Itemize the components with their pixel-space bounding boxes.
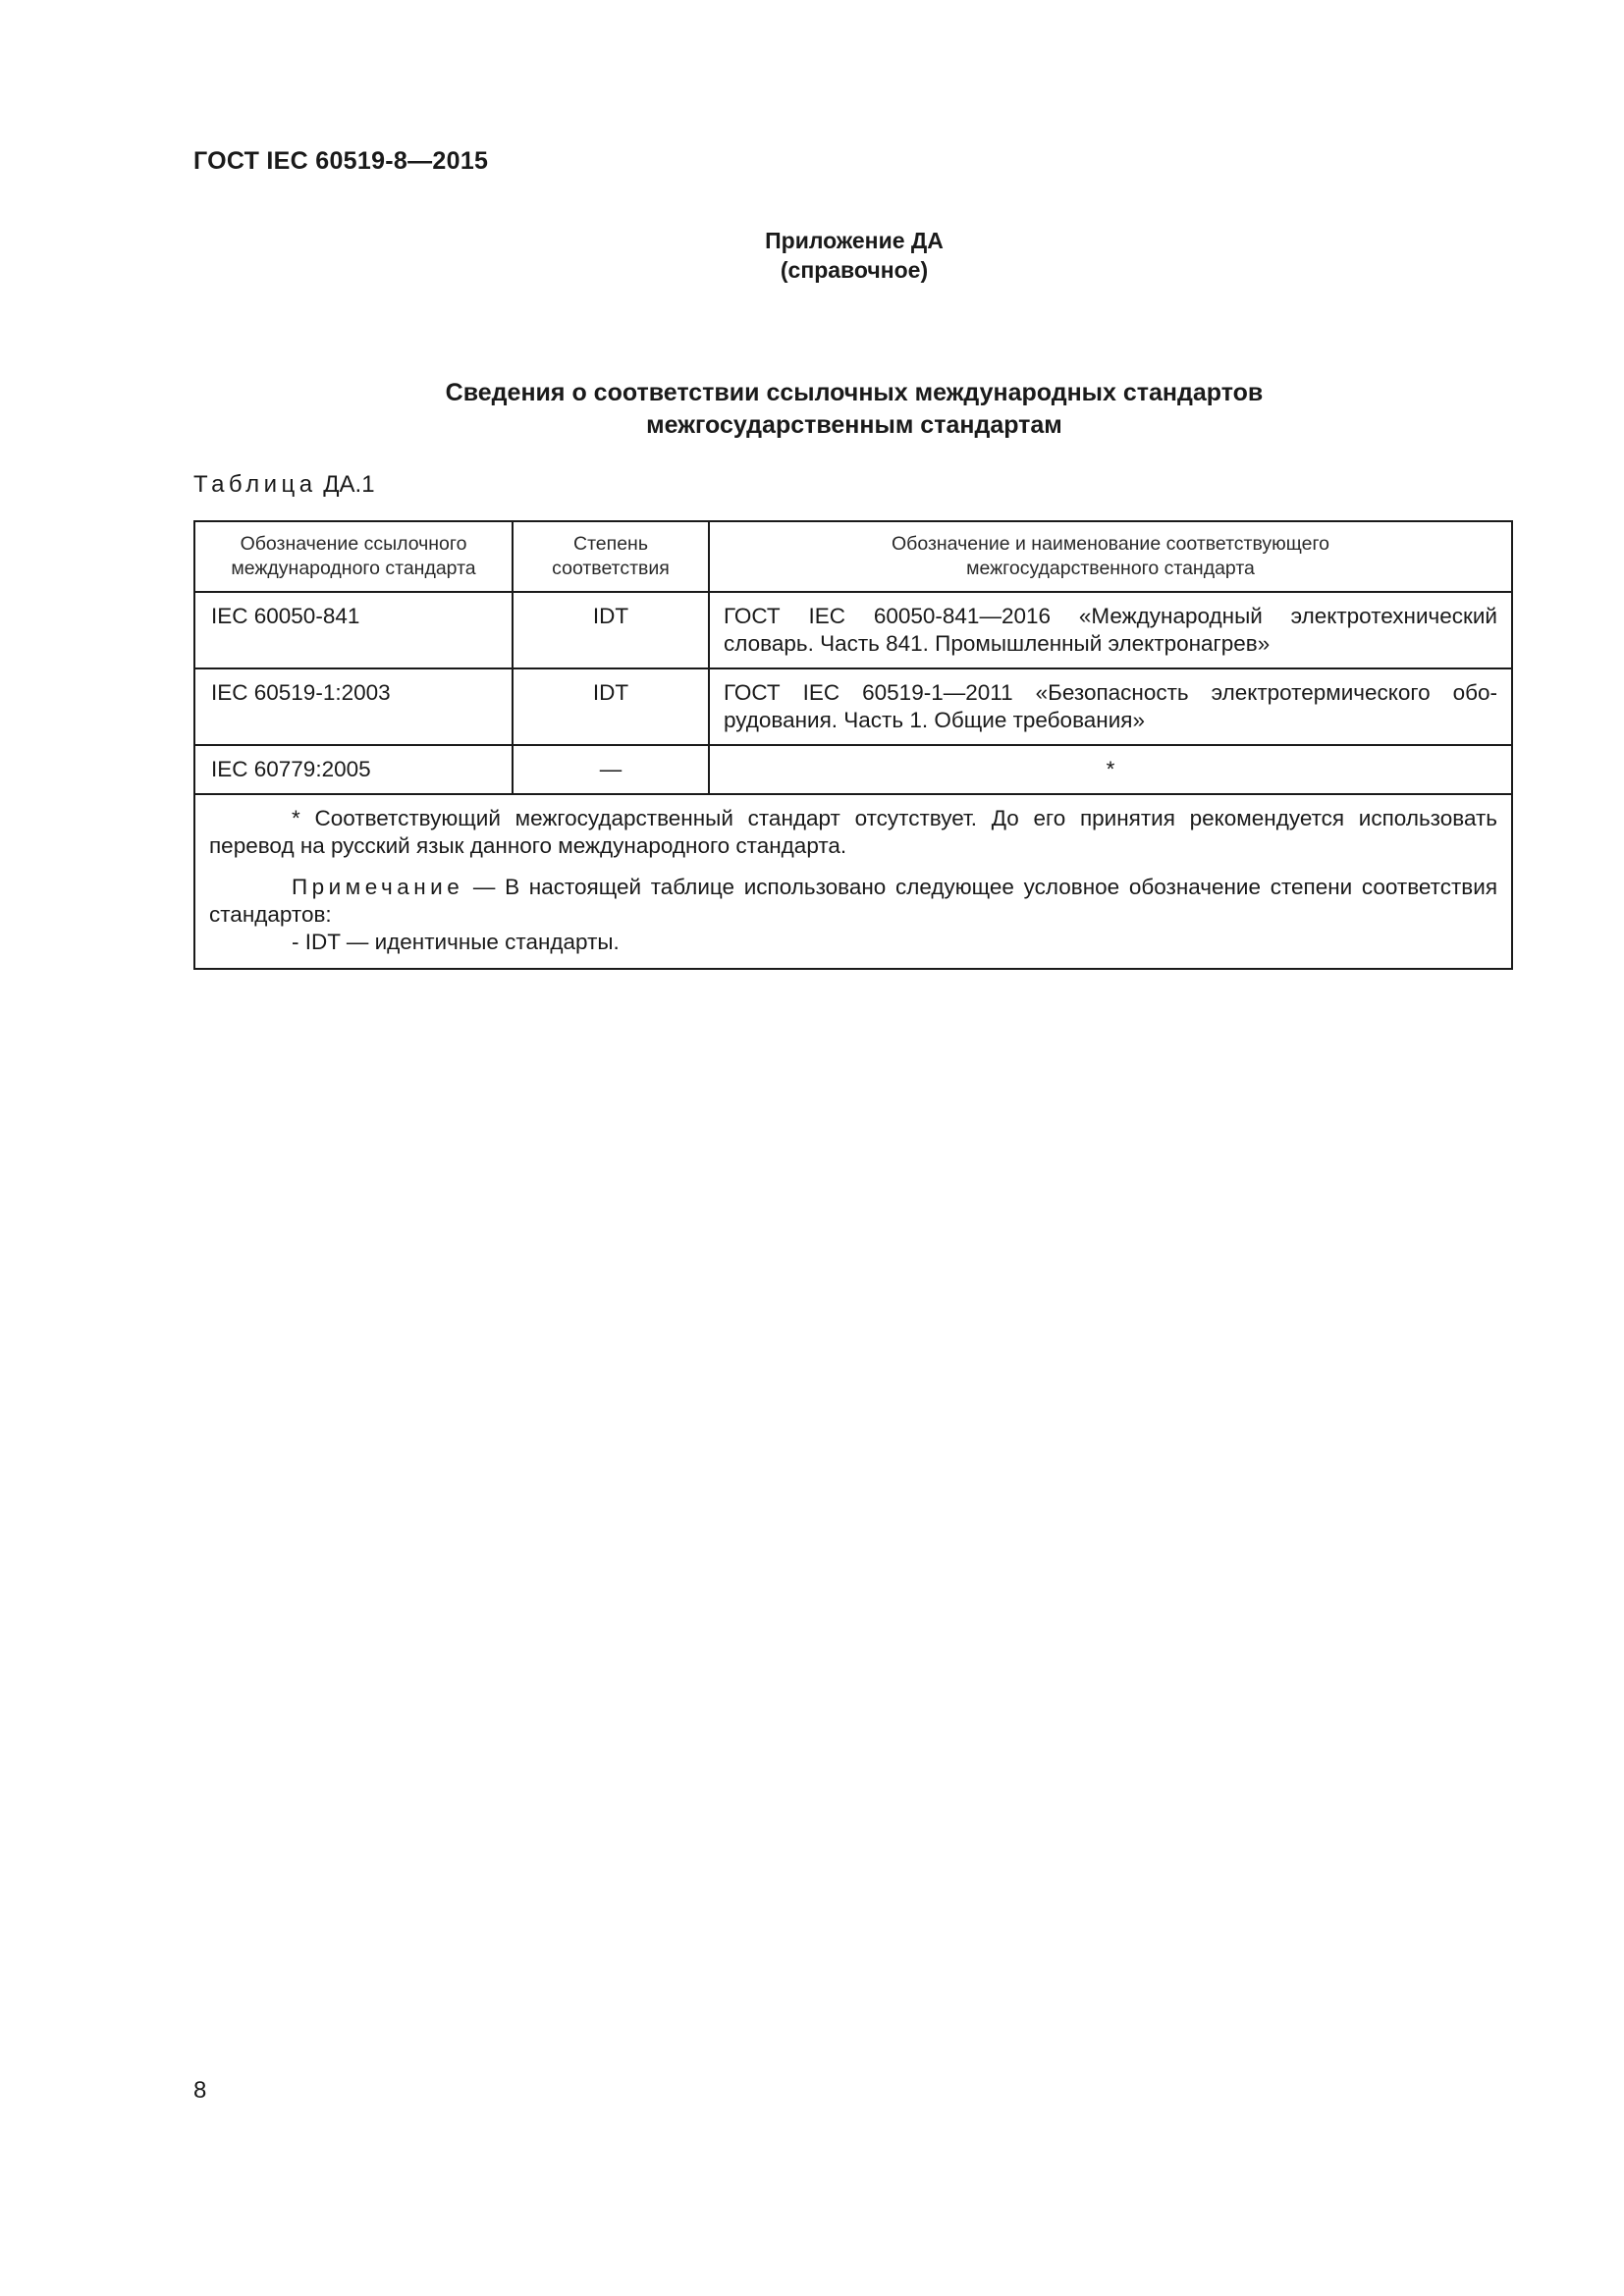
cell-reference: IEC 60779:2005 xyxy=(194,745,513,794)
section-title-line-1: Сведения о соответствии ссылочных международных стандартов xyxy=(445,379,1264,406)
section-title xyxy=(0,377,1624,442)
annex-title: Приложение ДА xyxy=(765,228,944,253)
cell-national-standard: ГОСТ IEC 60519-1—2011 «Безопасность электротермического оборудования. Часть 1. Общие требования» xyxy=(709,668,1512,745)
document-code: ГОСТ IEC 60519-8—2015 xyxy=(193,147,489,175)
cell-national-standard: * xyxy=(709,745,1512,794)
header-national-standard: Обозначение и наименование соответствующего межгосударственного стандарта xyxy=(709,521,1512,592)
table-row xyxy=(194,668,1512,745)
compliance-table xyxy=(193,520,1513,970)
cell-degree: IDT xyxy=(513,592,709,668)
note-item: - IDT — идентичные стандарты. xyxy=(292,930,620,954)
table-notes-row xyxy=(194,794,1512,969)
cell-degree: IDT xyxy=(513,668,709,745)
header-reference-standard: Обозначение ссылочного международного стандарта xyxy=(194,521,513,592)
header-degree-of-compliance: Степень соответствия xyxy=(513,521,709,592)
table-row xyxy=(194,745,1512,794)
table-notes xyxy=(194,794,1512,969)
cell-reference: IEC 60050-841 xyxy=(194,592,513,668)
cell-national-standard: ГОСТ IEC 60050-841—2016 «Международный электротехнический словарь. Часть 841. Промышленный электронагрев» xyxy=(709,592,1512,668)
note-text: — В настоящей таблице использовано следующее условное обозначение степени соответствия стандартов: xyxy=(209,875,1497,927)
table-caption-word: Таблица xyxy=(193,471,317,498)
cell-reference: IEC 60519-1:2003 xyxy=(194,668,513,745)
annex-type: (справочное) xyxy=(780,257,929,283)
table-caption xyxy=(193,471,375,499)
footnote: * Соответствующий межгосударственный стандарт отсутствует. До его принятия рекомендуется использовать перевод на русский язык данного международного стандарта. xyxy=(209,806,1497,858)
annex-heading xyxy=(0,226,1624,285)
table-header-row xyxy=(194,521,1512,592)
note xyxy=(209,874,1497,929)
table-caption-number: ДА.1 xyxy=(323,471,375,498)
section-title-line-2: межгосударственным стандартам xyxy=(646,411,1062,439)
note-head: Примечание xyxy=(292,875,464,899)
table-row xyxy=(194,592,1512,668)
page-number: 8 xyxy=(193,2077,207,2104)
cell-degree: — xyxy=(513,745,709,794)
